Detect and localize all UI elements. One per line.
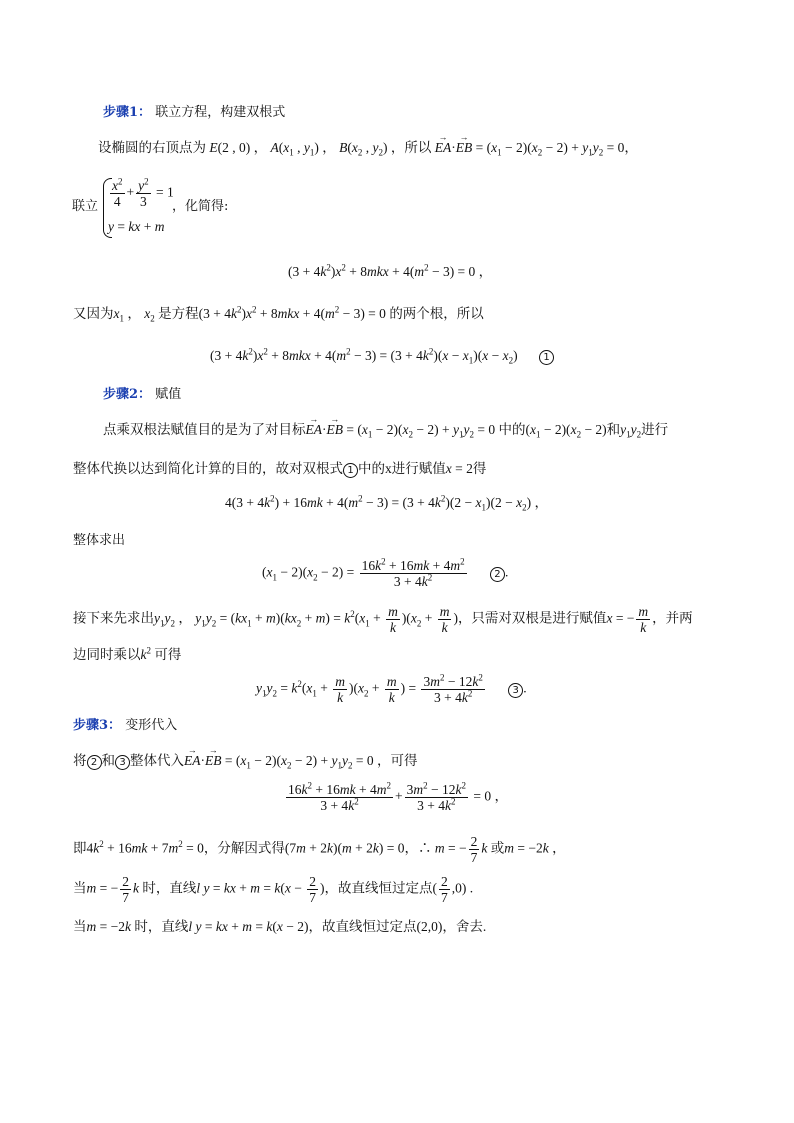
circled-number-2: 2 xyxy=(490,567,505,582)
paragraph-roots: 又因为$x_1$ ， $x_2$ 是方程$(3 + 4k^2)x^2 + 8mkx + 4(m^2 - 3) = 0$ 的两个根，所以 xyxy=(73,304,484,324)
step2-label: 步骤2 xyxy=(103,387,139,402)
paragraph-multiply: 边同时乘以$k^2$ 可得 xyxy=(73,645,182,662)
paragraph-assignment-purpose: 点乘双根法赋值目的是为了对目标→ EA·→ EB = $(x_1 - 2)(x_2 - 2) + y_1y_2 = 0$ 中的$(x_1 - 2)(x_2 - 2)$和$y_1y_2$进行 xyxy=(103,421,668,439)
line-equation: y = kx + m xyxy=(108,219,165,234)
step3-heading: 步骤3： 变形代入 xyxy=(73,718,178,733)
equation-quadratic: $(3 + 4k^2)x^2 + 8mkx + 4(m^2 - 3) = 0$ ， xyxy=(288,262,493,279)
step2-heading: 步骤2： 赋值 xyxy=(103,387,182,402)
step3-title: 变形代入 xyxy=(125,718,178,733)
paragraph-factor: 即$4k^2 + 16mk + 7m^2 = 0$，分解因式得(7m + 2k)(m + 2k) = 0，∴ m = − $\frac{2}{7}$ k 或m = −2k ， xyxy=(73,834,566,865)
step3-label: 步骤3 xyxy=(73,718,109,733)
step1-heading: 步骤1： 联立方程，构建双根式 xyxy=(103,105,286,120)
equation-double-root: $(3 + 4k^2)x^2 + 8mkx + 4(m^2 - 3) = (3 + 4k^2)(x - x_1)(x - x_2)$ 1 xyxy=(210,347,554,365)
equation-product-x: $(x_1 - 2)(x_2 - 2)$ = $\frac{16k^2 + 16mk + 4m^2}{3 + 4k^2}$ 2 . xyxy=(262,556,509,589)
paragraph-case-2: 当m = −2k 时，直线l y = kx + m = k(x − 2)，故直线恒过定点(2,0)，舍去. xyxy=(73,919,487,934)
paragraph-case-1: 当m = − $\frac{2}{7}$ k 时，直线l y = kx + m = k(x − $\frac{2}{7}$ )，故直线恒过定点( $\frac{2}{7}$ ,0) . xyxy=(73,874,474,905)
paragraph-substitution: 整体代换以达到简化计算的目的，故对双根式 1 中的x进行赋值x = 2得 xyxy=(73,461,487,476)
paragraph-y-product: 接下来先求出$y_1y_2$ ， $y_1y_2 = (kx_1 + m)(kx_2 + m) = k^2(x_1$ + $\frac{m}{k}$ )($x_2$ + $\frac{m}{k}$ )，只需对双根是进行赋值x = − $\frac{m}{k}$ ，并两 xyxy=(73,604,693,635)
equation-product-y: $y_1y_2 = k^2(x_1$ + $\frac{m}{k}$ )($x_2$ + $\frac{m}{k}$ ) = $\frac{3m^2 - 12k^2}{3 + 4k^2}$ 3 . xyxy=(256,672,527,705)
system-lead: 联立 xyxy=(72,199,99,214)
equation-x-equals-2: $4(3 + 4k^2) + 16mk + 4(m^2 - 3) = (3 + 4k^2)(2 - x_1)(2 - x_2)$ ， xyxy=(225,493,549,513)
paragraph-setup: 设椭圆的右顶点为 E(2 , 0) ， $A(x_1$ , $y_1$) ， $B(x_2$ , $y_2$) ，所以 → EA·→ EB = $(x_1 - 2)(x_2 - 2) + y_1y_2 = 0$， xyxy=(98,139,638,157)
ellipse-equation: $\frac{x^2}{4}$ + $\frac{y^2}{3}$ = 1 xyxy=(112,176,174,209)
paragraph-substitute: 将 2 和 3 整体代入→ EA·→ EB = $(x_1 - 2)(x_2 - 2) + y_1y_2 = 0$ ，可得 xyxy=(73,752,417,770)
equation-sum-zero: $\frac{16k^2 + 16mk + 4m^2}{3 + 4k^2}$ + $\frac{3m^2 - 12k^2}{3 + 4k^2}$ = 0 ， xyxy=(288,780,508,813)
paragraph-overall: 整体求出 xyxy=(73,533,126,548)
system-tail: ，化简得: xyxy=(172,199,229,214)
circled-number-1: 1 xyxy=(539,350,554,365)
step2-title: 赋值 xyxy=(155,387,182,402)
step1-label: 步骤1 xyxy=(103,105,139,120)
circled-number-3: 3 xyxy=(508,683,523,698)
step1-title: 联立方程，构建双根式 xyxy=(155,105,286,120)
